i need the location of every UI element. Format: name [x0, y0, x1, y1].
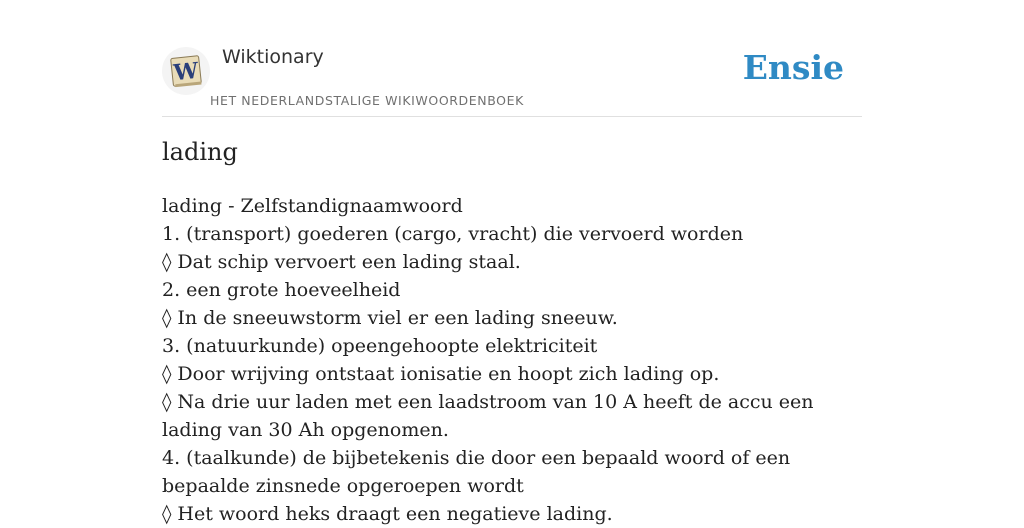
definition-2: 2. een grote hoeveelheid	[162, 279, 401, 301]
wiktionary-logo-icon[interactable]	[162, 47, 210, 95]
entry-definition	[162, 192, 852, 528]
wiktionary-logo-graphic	[166, 51, 206, 91]
example-4: ◊ Het woord heks draagt een negatieve lading.	[162, 503, 613, 525]
definition-4: 4. (taalkunde) de bijbetekenis die door een bepaald woord of een bepaalde zinsnede opgeroepen wordt	[162, 447, 791, 497]
example-2: ◊ In de sneeuwstorm viel er een lading sneeuw.	[162, 307, 618, 329]
site-name[interactable]: Wiktionary	[222, 46, 324, 68]
example-3a: ◊ Door wrijving ontstaat ionisatie en hoopt zich lading op.	[162, 363, 720, 385]
entry-heading-line: lading - Zelfstandignaamwoord	[162, 195, 463, 217]
site-header	[162, 0, 862, 117]
entry-title: lading	[162, 138, 238, 166]
ensie-brand-link[interactable]: Ensie	[742, 48, 844, 87]
example-1: ◊ Dat schip vervoert een lading staal.	[162, 251, 521, 273]
example-3b: ◊ Na drie uur laden met een laadstroom van 10 A heeft de accu een lading van 30 Ah opgenomen.	[162, 391, 814, 441]
svg-text:W: W	[172, 57, 200, 87]
definition-3: 3. (natuurkunde) opeengehoopte elektriciteit	[162, 335, 598, 357]
page-container	[162, 0, 862, 525]
definition-1: 1. (transport) goederen (cargo, vracht) die vervoerd worden	[162, 223, 744, 245]
site-tagline: HET NEDERLANDSTALIGE WIKIWOORDENBOEK	[210, 93, 524, 108]
